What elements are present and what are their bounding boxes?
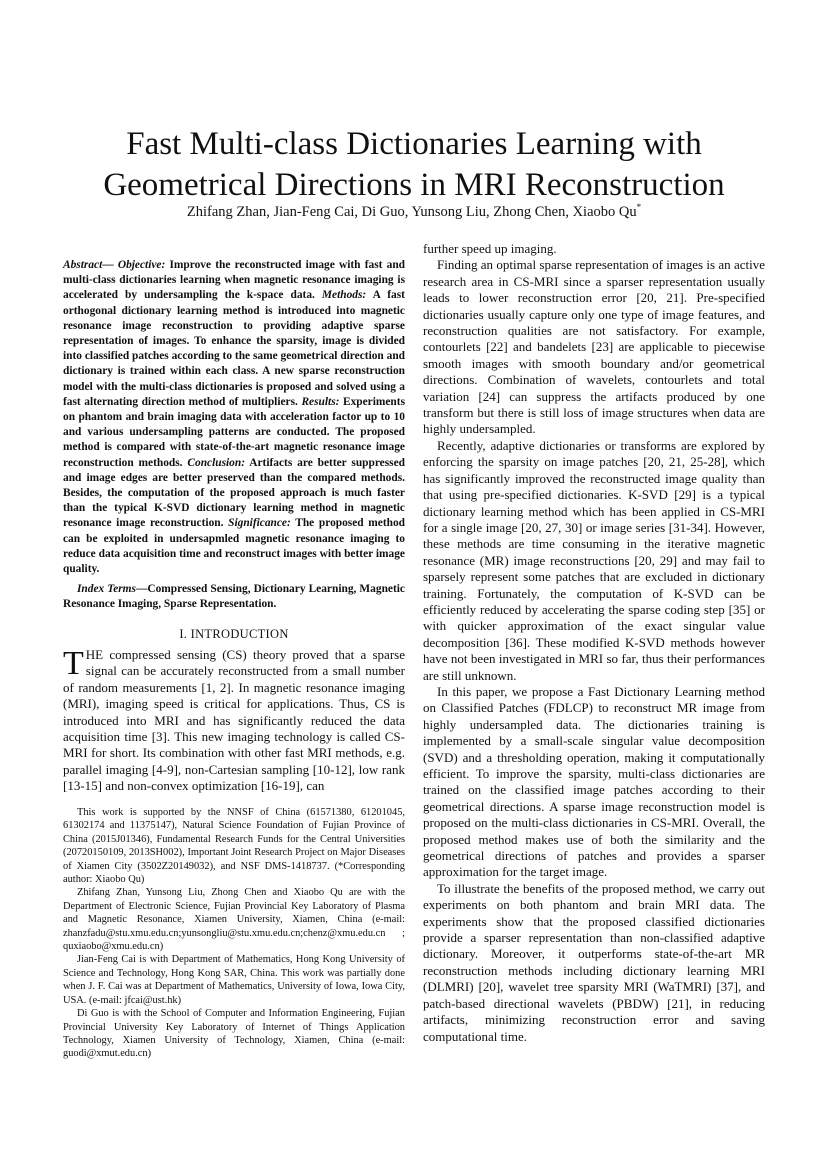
- footnote-funding: This work is supported by the NNSF of China (61571380, 61201045, 61302174 and 11375147), Natural Science Foundation of Fujian Province of China (2015J01346), Fundamental Research Funds for the Central Universities (20720150109, 2013SH002), Important Joint Research Project on Major Diseases of Xiamen City (3502Z20149032), and NSF DMS-1418737. (*Corresponding author: Xiaobo Qu): [63, 807, 405, 886]
- paper-title: [0, 124, 828, 206]
- conclusion-text: Artifacts are better suppressed and image edges are better preserved than the compared methods. Besides, the computation of the proposed approach is much faster than the typical K-SVD dictionary learning method in magnetic resonance image reconstruction.: [63, 456, 405, 530]
- footnote-affiliation-1: Zhifang Zhan, Yunsong Liu, Zhong Chen and Xiaobo Qu are with the Department of Electronic Science, Fujian Provincial Key Laboratory of Plasma and Magnetic Resonance, Xiamen University, Xiamen, China (e-mail: zhanzfadu@stu.xmu.edu.cn;yunsongliu@stu.xmu.edu.cn;chenz@xmu.edu.cn ; quxiaobo@xmu.edu.cn): [63, 887, 405, 953]
- paragraph-adaptive-dictionaries: Recently, adaptive dictionaries or transforms are explored by enforcing the sparsity on image patches [20, 21, 25-28], which has significantly improved the reconstructed image quality than that using pre-specified dictionaries. K-SVD [29] is a typical dictionary learning method which has been applied in CS-MRI for a single image [20, 27, 30] or image series [31-34]. However, these methods are time consuming in the iterative magnetic resonance (MR) image reconstructions [20, 29] and may fail to sparsely represent some patches that are excluded in dictionary training. Fortunately, the computation of K-SVD can be efficiently reduced by accelerating the sparse coding step [35] or with quicker approximation of the exact singular value decomposition [36]. These modified K-SVD methods however have not been investigated in MRI so far, thus their performances are still unknown.: [423, 437, 765, 683]
- paragraph-sparse-representation: Finding an optimal sparse representation of images is an active research area in CS-MRI since a sparser representation usually leads to lower reconstruction error [20, 21]. Pre-specified dictionaries usually capture only one type of image features, and reconstruction qualities are not satisfactory. For example, contourlets [22] and bandelets [23] are applicable to piecewise smooth images with smooth boundary and/or geometrical directions. Combination of wavelets, contourlets and total variation [24] can suppress the artifacts produced by one transform but there is still loss of image structures when data are highly undersampled.: [423, 257, 765, 437]
- footnote-affiliation-2: Jian-Feng Cai is with Department of Mathematics, Hong Kong University of Science and Technology, Hong Kong SAR, China. This work was partially done when J. F. Cai was at Department of Mathematics, University of Iowa, Iowa City, USA. (e-mail: jfcai@ust.hk): [63, 954, 405, 1006]
- significance-label: Significance:: [228, 517, 291, 530]
- intro-paragraph: [63, 647, 405, 795]
- conclusion-label: Conclusion:: [187, 456, 246, 469]
- results-label: Results:: [301, 395, 340, 408]
- objective-label: Objective:: [117, 259, 166, 271]
- paragraph-experiments: To illustrate the benefits of the proposed method, we carry out experiments on both phantom and brain MRI data. The experiments show that the proposed classified dictionaries provide a sparser representation than non-classified adaptive dictionary. Moreover, it outperforms state-of-the-art MR reconstruction methods including dictionary learning MRI (DLMRI) [20], wavelet tree sparsity MRI (WaTMRI) [37], and patch-based directional wavelets (PBDW) [21], in reducing artifacts, minimizing reconstruction error and saving computational time.: [423, 880, 765, 1044]
- paragraph-proposed-method: In this paper, we propose a Fast Dictionary Learning method on Classified Patches (FDLCP) to reconstruct MR image from highly undersampled data. The dictionaries training is implemented by a small-scale singular value decomposition (SVD) and a thresholding operation, making it computationally efficient. To improve the sparsity, multi-class dictionaries are trained on the classified image patches according to their geometrical directions. A sparse image reconstruction model is proposed on the multi-class dictionaries in CS-MRI. Overall, the proposed method makes use of both the similarity and the geometrical directions of patches and provides a sparser approximation for the target image.: [423, 683, 765, 880]
- index-terms: [63, 582, 405, 612]
- significance-text: The proposed method can be exploited in undersapmled magnetic resonance imaging to reduce data acquisition time and reconstruct images with better image quality.: [63, 517, 406, 576]
- methods-label: Methods:: [321, 289, 367, 302]
- index-terms-label: Index Terms: [77, 583, 136, 595]
- paragraph-continuation: further speed up imaging.: [423, 241, 557, 256]
- section-heading: I. INTRODUCTION: [179, 627, 289, 641]
- results-text: Experiments on phantom and brain imaging data with acceleration factor up to 10 and various undersampling patterns are conducted. The proposed method is compared with state-of-the-art magnetic resonance image reconstruction methods.: [63, 395, 405, 469]
- drop-cap: T: [63, 645, 84, 682]
- title-line-2: Geometrical Directions in MRI Reconstruction: [103, 167, 725, 203]
- objective-text: Improve the reconstructed image with fast and multi-class dictionaries learning when magnetic resonance imaging is accelerated by undersampling the k-space data.: [63, 259, 405, 302]
- footnotes: [63, 806, 405, 1061]
- footnote-affiliation-3: Di Guo is with the School of Computer and Information Engineering, Fujian Provincial University Key Laboratory of Internet of Things Application Technology, Xiamen University of Technology, Xiamen, China (e-mail: guodi@xmut.edu.cn): [63, 1008, 405, 1060]
- intro-text: HE compressed sensing (CS) theory proved that a sparse signal can be accurately reconstructed from a small number of random measurements [1, 2]. In magnetic resonance imaging (MRI), imaging speed is critical for applications. Thus, CS is introduced into MRI and has significantly reduced the data acquisition time [3]. This new imaging technology is called CS-MRI for short. Its combination with other fast MRI methods, e.g. parallel imaging [4-9], non-Cartesian sampling [10-12], low rank [13-15] and non-convex optimization [16-19], can: [63, 647, 405, 794]
- corresponding-author-mark: *: [636, 202, 642, 212]
- right-column: [423, 241, 765, 1045]
- author-list: [0, 202, 828, 221]
- abstract-label: Abstract: [63, 259, 103, 271]
- abstract: [63, 258, 405, 577]
- methods-text: A fast orthogonal dictionary learning method is introduced into magnetic resonance image reconstruction to providing adaptive sparse representation of images. To enhance the sparsity, image is divided into classified patches according to the same geometrical direction and dictionary is trained within each class. A new sparse reconstruction model with the multi-class dictionaries is proposed and solved using a fast alternating direction method of multipliers.: [63, 289, 405, 408]
- title-line-1: Fast Multi-class Dictionaries Learning with: [126, 126, 702, 162]
- authors-text: Zhifang Zhan, Jian-Feng Cai, Di Guo, Yunsong Liu, Zhong Chen, Xiaobo Qu: [186, 203, 637, 220]
- abstract-dash: —: [102, 259, 118, 271]
- index-terms-text: —Compressed Sensing, Dictionary Learning, Magnetic Resonance Imaging, Sparse Representation.: [63, 583, 405, 611]
